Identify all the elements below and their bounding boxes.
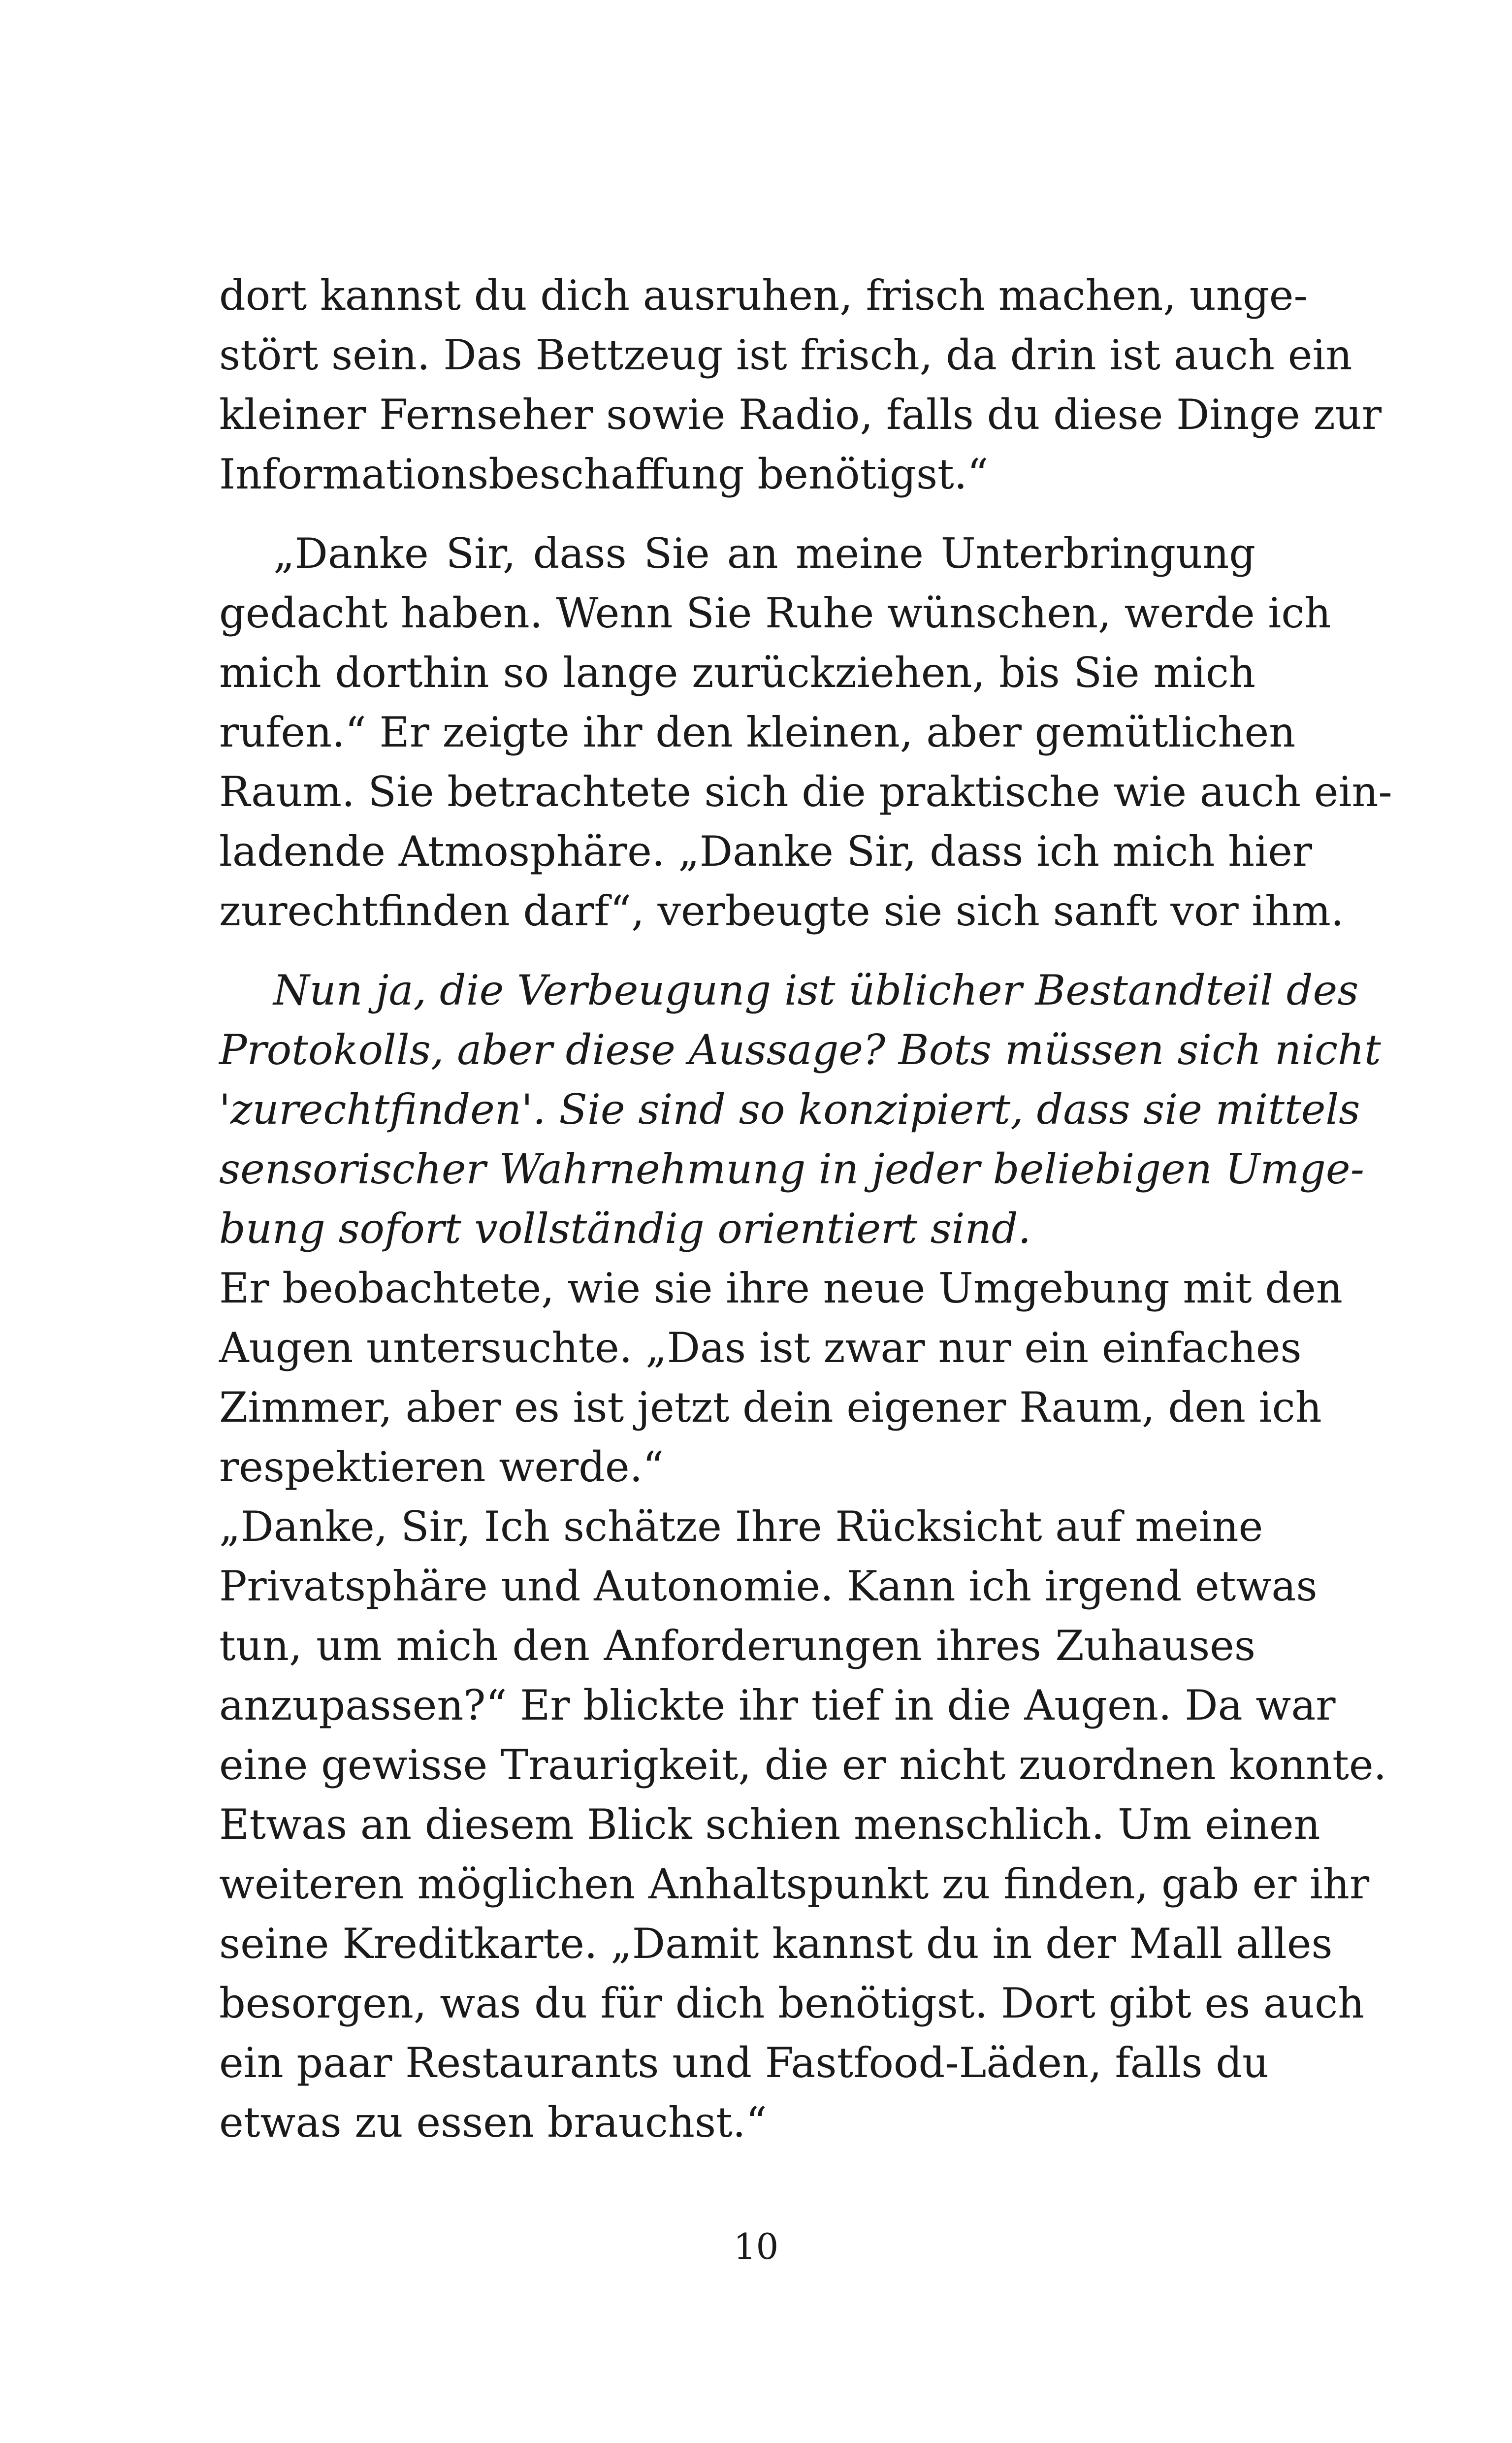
text-line: mich dorthin so lange zurückziehen, bis Sie mich <box>219 649 1255 697</box>
page-number: 10 <box>733 2226 779 2267</box>
text-line: ladende Atmosphäre. „Danke Sir, dass ich mich hier <box>219 827 1312 876</box>
text-line: Zimmer, aber es ist jetzt dein eigener Raum, den ich <box>219 1383 1322 1432</box>
text-line: Er beobachtete, wie sie ihre neue Umgebung mit den <box>219 1264 1343 1312</box>
paragraph-5 <box>219 1497 1387 2152</box>
text-line: anzupassen?“ Er blickte ihr tief in die Augen. Da war <box>219 1681 1336 1729</box>
text-line: dort kannst du dich ausruhen, frisch machen, unge- <box>219 271 1308 320</box>
text-line: respektieren werde.“ <box>219 1443 664 1491</box>
text-line: seine Kreditkarte. „Damit kannst du in der Mall alles <box>219 1920 1333 1968</box>
paragraph-2 <box>219 524 1392 941</box>
text-line: Nun ja, die Verbeugung ist üblicher Bestandteil des <box>273 966 1359 1014</box>
text-line: tun, um mich den Anforderungen ihres Zuhauses <box>219 1622 1255 1670</box>
text-line: bung sofort vollständig orientiert sind. <box>219 1205 1031 1253</box>
text-line: stört sein. Das Bettzeug ist frisch, da drin ist auch ein <box>219 331 1352 379</box>
paragraph-4 <box>219 1259 1343 1497</box>
text-line: Informationsbeschaffung benötigst.“ <box>219 450 989 498</box>
text-line: Privatsphäre und Autonomie. Kann ich irgend etwas <box>219 1562 1318 1610</box>
text-line: gedacht haben. Wenn Sie Ruhe wünschen, werde ich <box>219 589 1331 637</box>
text-line: eine gewisse Traurigkeit, die er nicht zuordnen konnte. <box>219 1741 1387 1789</box>
text-line: Raum. Sie betrachtete sich die praktische wie auch ein- <box>219 768 1392 816</box>
text-line: Augen untersuchte. „Das ist zwar nur ein einfaches <box>219 1324 1302 1372</box>
text-line: zurechtfinden darf“, verbeugte sie sich sanft vor ihm. <box>219 887 1344 935</box>
text-line: ein paar Restaurants und Fastfood-Läden, falls du <box>219 2039 1269 2087</box>
text-line: rufen.“ Er zeigte ihr den kleinen, aber gemütlichen <box>219 708 1296 756</box>
text-line: etwas zu essen brauchst.“ <box>219 2098 767 2147</box>
text-line: „Danke Sir, dass Sie an meine Unterbringung <box>273 529 1255 578</box>
text-line: Protokolls, aber diese Aussage? Bots müssen sich nicht <box>219 1026 1381 1074</box>
text-line: sensorischer Wahrnehmung in jeder beliebigen Umge- <box>219 1145 1364 1193</box>
text-line: weiteren möglichen Anhaltspunkt zu finden, gab er ihr <box>219 1860 1370 1908</box>
text-line: besorgen, was du für dich benötigst. Dort gibt es auch <box>219 1979 1365 2027</box>
text-line: kleiner Fernseher sowie Radio, falls du diese Dinge zur <box>219 391 1382 439</box>
paragraph-1 <box>219 266 1382 504</box>
text-line: 'zurechtfinden'. Sie sind so konzipiert, dass sie mittels <box>219 1085 1360 1134</box>
text-line: Etwas an diesem Blick schien menschlich. Um einen <box>219 1800 1320 1849</box>
page-body <box>219 266 1392 2152</box>
paragraph-3-italic <box>219 961 1381 1259</box>
text-line: „Danke, Sir, Ich schätze Ihre Rücksicht auf meine <box>219 1502 1263 1551</box>
